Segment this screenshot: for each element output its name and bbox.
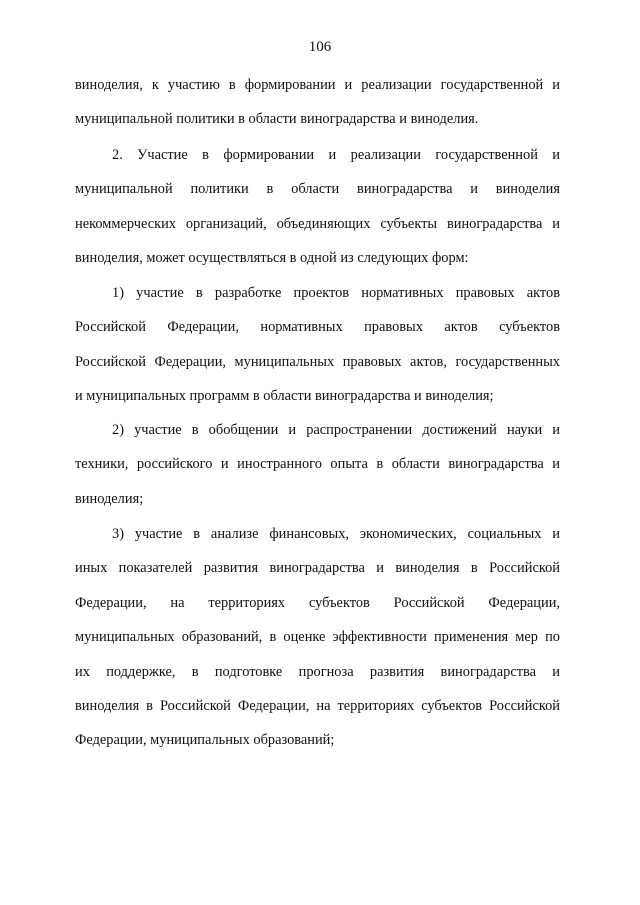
text-line: виноделия; — [75, 490, 144, 507]
text-line: Федерации, на территориях субъектов Российской Федерации, — [75, 594, 560, 611]
paragraph — [75, 276, 560, 414]
paragraph — [75, 413, 560, 516]
paragraph — [75, 517, 560, 758]
text-line: муниципальной политики в области виноградарства и виноделия — [75, 181, 560, 198]
text-line: муниципальных образований, в оценке эффективности применения мер по — [75, 629, 560, 646]
paragraph — [75, 138, 560, 276]
text-line: некоммерческих организаций, объединяющих субъекты виноградарства и — [75, 215, 560, 232]
page-number: 106 — [308, 39, 332, 55]
text-line: 2) участие в обобщении и распространении достижений науки и — [112, 422, 560, 438]
text-line: Российской Федерации, нормативных правовых актов субъектов — [75, 319, 560, 336]
text-line: техники, российского и иностранного опыта в области виноградарства и — [75, 456, 560, 473]
text-line: иных показателей развития виноградарства и виноделия в Российской — [75, 560, 560, 577]
text-line: Российской Федерации, муниципальных правовых актов, государственных — [75, 353, 560, 370]
text-line: муниципальной политики в области виноградарства и виноделия. — [75, 111, 479, 128]
text-line: и муниципальных программ в области виноградарства и виноделия; — [75, 388, 494, 405]
text-line: виноделия, к участию в формировании и реализации государственной и — [75, 77, 560, 93]
text-line: виноделия в Российской Федерации, на территориях субъектов Российской — [75, 697, 560, 714]
text-line: 2. Участие в формировании и реализации государственной и — [112, 147, 560, 163]
text-line: их поддержке, в подготовке прогноза развития виноградарства и — [75, 663, 560, 680]
text-line: Федерации, муниципальных образований; — [75, 732, 335, 749]
text-line: виноделия, может осуществляться в одной из следующих форм: — [75, 250, 469, 267]
body-text — [75, 68, 560, 137]
text-line: 1) участие в разработке проектов нормативных правовых актов — [112, 285, 560, 301]
text-line: 3) участие в анализе финансовых, экономических, социальных и — [112, 526, 560, 542]
